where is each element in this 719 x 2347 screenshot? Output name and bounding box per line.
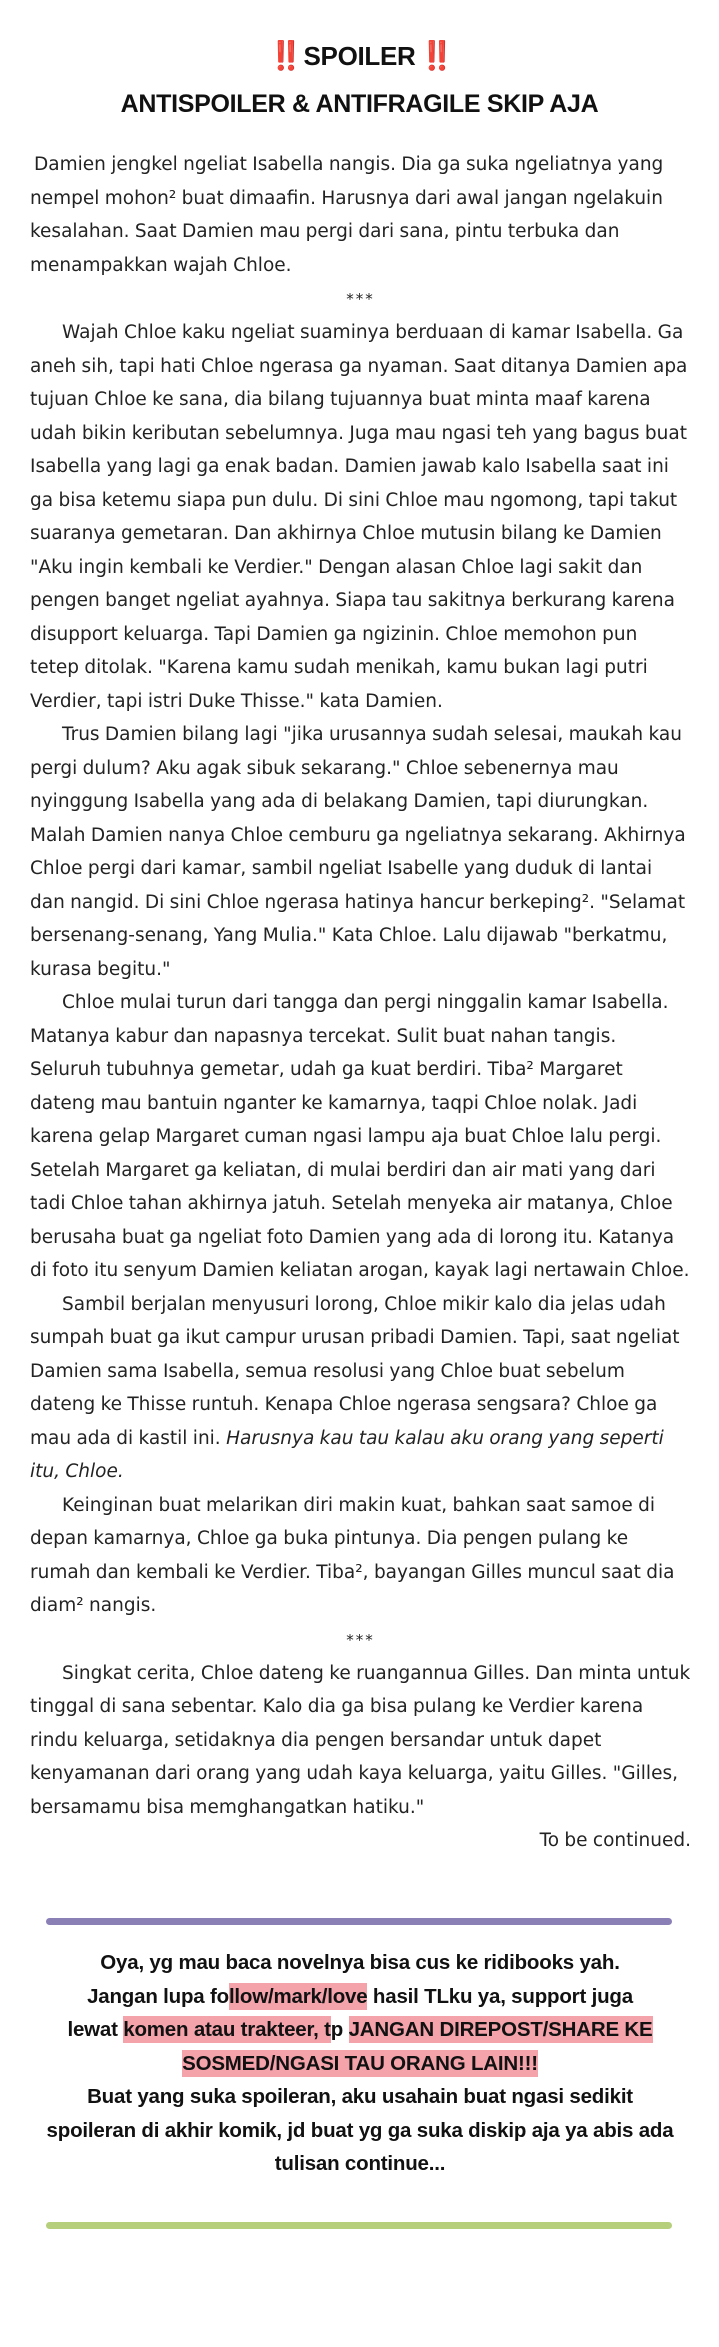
note-line — [40, 2013, 680, 2047]
divider-bar-top — [46, 1918, 672, 1925]
story-paragraph: Singkat cerita, Chloe dateng ke ruangannua Gilles. Dan minta untuk tinggal di sana sebentar. Kalo dia ga bisa pulang ke Verdier karena rindu keluarga, setidaknya dia pengen bersandar untuk dapet kenyamanan dari orang yang udah kaya keluarga, yaitu Gilles. "Gilles, bersamamu bisa memghangatkan hatiku." — [30, 1662, 691, 1818]
to-be-continued: To be continued. — [539, 1830, 691, 1851]
note-line: Oya, yg mau baca novelnya bisa cus ke ridibooks yah. — [100, 1951, 620, 1974]
story-paragraph: Chloe mulai turun dari tangga dan pergi ninggalin kamar Isabella. Matanya kabur dan napasnya tercekat. Sulit buat nahan tangis. Seluruh tubuhnya gemetar, udah ga kuat berdiri. Tiba² Margaret dateng mau bantuin nganter ke kamarnya, taqpi Chloe nolak. Jadi karena gelap Margaret cuman ngasi lampu aja buat Chloe lalu pergi. Setelah Margaret ga keliatan, di mulai berdiri dan air mati yang dari tadi Chloe tahan akhirnya jatuh. Setelah menyeka air matanya, Chloe berusaha buat ga ngeliat foto Damien yang ada di lorong itu. Katanya di foto itu senyum Damien keliatan arogan, kayak lagi nertawain Chloe. — [30, 992, 690, 1281]
note-line — [40, 1980, 680, 2014]
spoiler-label: SPOILER — [303, 41, 416, 71]
note-line: Buat yang suka spoileran, aku usahain buat ngasi sedikit spoileran di akhir komik, jd buat yg ga suka diskip aja ya abis ada tulisan continue... — [46, 2085, 674, 2175]
spoiler-heading — [0, 40, 719, 72]
story-paragraph: Wajah Chloe kaku ngeliat suaminya berduaan di kamar Isabella. Ga aneh sih, tapi hati Chloe ngerasa ga nyaman. Saat ditanya Damien apa tujuan Chloe ke sana, dia bilang tujuannya buat minta maaf karena udah bikin keributan sebelumnya. Juga mau ngasi teh yang bagus buat Isabella yang lagi ga enak badan. Damien jawab kalo Isabella saat ini ga bisa ketemu siapa pun dulu. Di sini Chloe mau ngomong, tapi takut suaranya gemetaran. Dan akhirnya Chloe mutusin bilang ke Damien "Aku ingin kembali ke Verdier." Dengan alasan Chloe lagi sakit dan pengen banget ngeliat ayahnya. Siapa tau sakitnya berkurang karena disupport keluarga. Tapi Damien ga ngizinin. Chloe memohon pun tetep ditolak. "Karena kamu sudah menikah, kamu bukan lagi putri Verdier, tapi istri Duke Thisse." kata Damien. — [30, 322, 688, 712]
note-text: p — [330, 2018, 349, 2041]
note-text: Jangan lupa fo — [87, 1984, 229, 2008]
divider-bar-bottom — [46, 2222, 672, 2229]
story-paragraph: Trus Damien bilang lagi "jika urusannya sudah selesai, maukah kau pergi dulum? Aku agak sibuk sekarang." Chloe sebenernya mau nyinggung Isabella yang ada di belakang Damien, tapi diurungkan. Malah Damien nanya Chloe cemburu ga ngeliatnya sekarang. Akhirnya Chloe pergi dari kamar, sambil ngeliat Isabelle yang duduk di lantai dan nangid. Di sini Chloe ngerasa hatinya hancur berkeping². "Selamat bersenang-senang, Yang Mulia." Kata Chloe. Lalu dijawab "berkatmu, kurasa begitu." — [30, 724, 686, 980]
translator-note — [40, 1946, 680, 2181]
note-highlight: llow/mark/love — [228, 1984, 368, 2008]
note-highlight: SOSMED/NGASI TAU ORANG LAIN!!! — [182, 2051, 538, 2075]
antispoiler-subtitle: ANTISPOILER & ANTIFRAGILE SKIP AJA — [120, 90, 599, 118]
note-text: lewat — [67, 2018, 124, 2041]
double-exclamation-icon: ‼️ — [419, 40, 451, 71]
double-exclamation-icon: ‼️ — [268, 40, 300, 71]
note-text: hasil TLku ya, support juga — [367, 1984, 633, 2008]
note-highlight: JANGAN DIREPOST/SHARE KE — [348, 2018, 653, 2041]
note-line — [40, 2047, 680, 2081]
story-paragraph — [30, 1288, 691, 1489]
story-italic-thought: Harusnya kau tau kalau aku orang yang seperti itu, Chloe. — [30, 1427, 664, 1482]
story-text — [30, 148, 691, 1858]
note-highlight: komen atau trakteer, t — [123, 2018, 331, 2041]
section-separator: *** — [346, 1630, 375, 1649]
section-separator: *** — [346, 290, 375, 308]
story-paragraph-text: Sambil berjalan menyusuri lorong, Chloe mikir kalo dia jelas udah sumpah buat ga ikut campur urusan pribadi Damien. Tapi, saat ngeliat Damien sama Isabella, semua resolusi yang Chloe buat sebelum dateng ke Thisse runtuh. Kenapa Chloe ngerasa sengsara? Chloe ga mau ada di kastil ini. — [30, 1293, 680, 1449]
story-paragraph: Damien jengkel ngeliat Isabella nangis. Dia ga suka ngeliatnya yang nempel mohon² buat dimaafin. Harusnya dari awal jangan ngelakuin kesalahan. Saat Damien mau pergi dari sana, pintu terbuka dan menampakkan wajah Chloe. — [30, 154, 664, 276]
story-paragraph: Keinginan buat melarikan diri makin kuat, bahkan saat samoe di depan kamarnya, Chloe ga buka pintunya. Dia pengen pulang ke rumah dan kembali ke Verdier. Tiba², bayangan Gilles muncul saat dia diam² nangis. — [30, 1494, 675, 1616]
